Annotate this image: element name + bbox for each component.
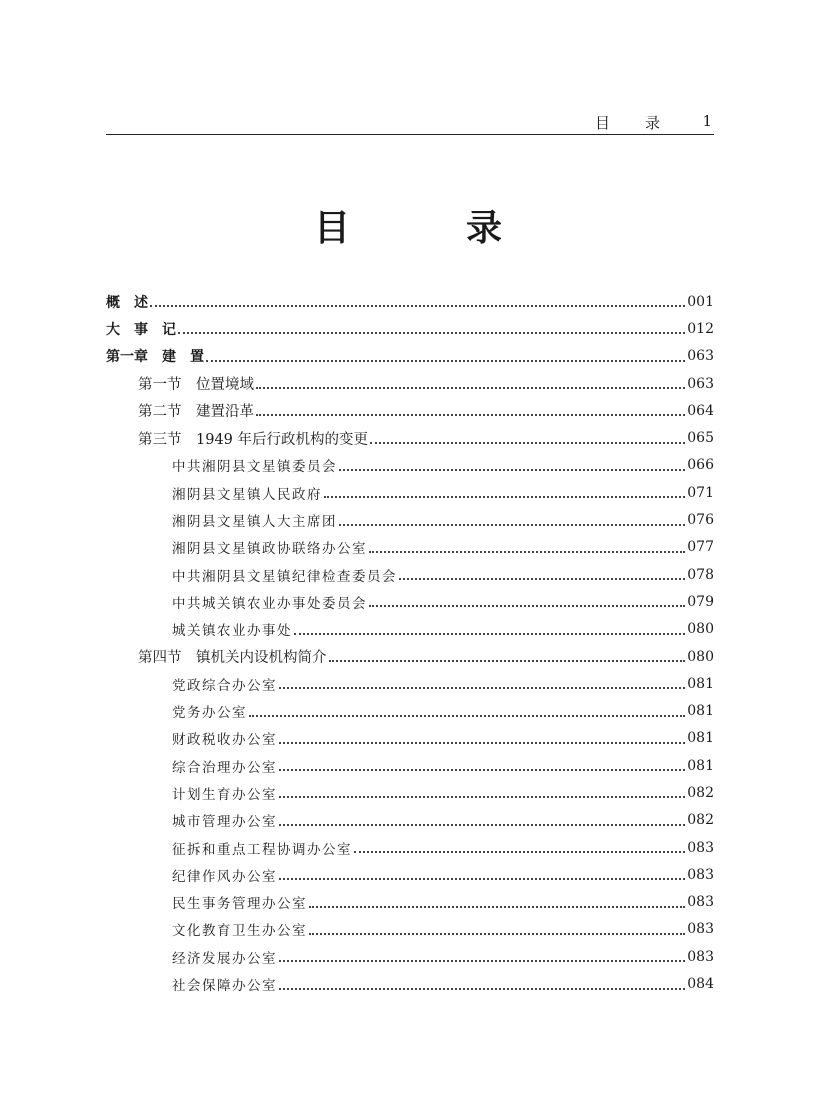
dot-leader — [354, 850, 685, 853]
dot-leader — [279, 823, 685, 826]
toc-entry-label: 第一节 位置境域 — [138, 377, 254, 394]
toc-entry-label: 财政税收办公室 — [172, 732, 277, 749]
toc-entry-page-number: 066 — [687, 457, 714, 474]
toc-entry-label: 城市管理办公室 — [172, 814, 277, 831]
toc-entry[interactable] — [106, 506, 714, 533]
toc-entry-label: 中共湘阴县文星镇委员会 — [172, 459, 337, 476]
toc-entry-page-number: 082 — [687, 812, 714, 829]
toc-entry[interactable] — [106, 970, 714, 997]
toc-entry[interactable] — [106, 479, 714, 506]
page-title: 目 录 — [313, 207, 542, 249]
toc-entry-page-number: 081 — [687, 703, 714, 720]
toc-entry-label: 经济发展办公室 — [172, 950, 277, 967]
toc-entry[interactable] — [106, 424, 714, 451]
running-header — [106, 112, 714, 135]
dot-leader — [399, 577, 685, 580]
toc-entry[interactable] — [106, 561, 714, 588]
toc-entry-label: 综合治理办公室 — [172, 759, 277, 776]
toc-entry[interactable] — [106, 779, 714, 806]
toc-entry-page-number: 081 — [687, 757, 714, 774]
toc-entry-page-number: 081 — [687, 730, 714, 747]
toc-entry[interactable] — [106, 670, 714, 697]
toc-entry-label: 城关镇农业办事处 — [172, 623, 292, 640]
dot-leader — [369, 550, 685, 553]
toc-entry[interactable] — [106, 370, 714, 397]
toc-entry-page-number: 065 — [687, 430, 714, 447]
toc-entry-page-number: 083 — [687, 948, 714, 965]
toc-entry[interactable] — [106, 534, 714, 561]
dot-leader — [370, 441, 685, 444]
toc-entry-label: 湘阴县文星镇政协联络办公室 — [172, 541, 367, 558]
toc-entry-page-number: 080 — [687, 648, 714, 665]
toc-entry-page-number: 064 — [687, 402, 714, 419]
toc-entry[interactable] — [106, 397, 714, 424]
running-header-title: 目 录 — [594, 114, 670, 132]
toc-entry-label: 纪律作风办公室 — [172, 868, 277, 885]
toc-entry[interactable] — [106, 889, 714, 916]
toc-entry-page-number: 071 — [687, 484, 714, 501]
dot-leader — [279, 987, 685, 990]
dot-leader — [369, 604, 685, 607]
dot-leader — [324, 495, 685, 498]
toc-entry-label: 第三节 1949 年后行政机构的变更 — [138, 431, 369, 448]
dot-leader — [150, 304, 685, 307]
toc-entry-page-number: 083 — [687, 839, 714, 856]
toc-entry-label: 第四节 镇机关内设机构简介 — [138, 650, 327, 666]
toc-entry-label: 党政综合办公室 — [172, 677, 277, 694]
dot-leader — [206, 359, 685, 362]
toc-entry-label: 湘阴县文星镇人大主席团 — [172, 514, 337, 531]
toc-entry[interactable] — [106, 807, 714, 834]
dot-leader — [256, 413, 685, 416]
dot-leader — [309, 905, 685, 908]
toc-entry[interactable] — [106, 725, 714, 752]
toc-entry[interactable] — [106, 943, 714, 970]
toc-entry-page-number: 083 — [687, 894, 714, 911]
toc-entry-label: 社会保障办公室 — [172, 978, 277, 995]
toc-entry[interactable] — [106, 315, 714, 342]
toc-entry-label: 概 述 — [106, 294, 148, 311]
dot-leader — [279, 741, 685, 744]
toc-entry-page-number: 078 — [687, 566, 714, 583]
toc-entry-page-number: 063 — [687, 375, 714, 392]
toc-entry-label: 第二节 建置沿革 — [138, 404, 254, 421]
toc-entry-page-number: 076 — [687, 512, 714, 529]
toc-entry-page-number: 083 — [687, 921, 714, 938]
toc-entry-page-number: 084 — [687, 976, 714, 993]
dot-leader — [294, 632, 685, 635]
toc-entry[interactable] — [106, 752, 714, 779]
dot-leader — [279, 877, 685, 880]
toc-entry[interactable] — [106, 288, 714, 315]
dot-leader — [339, 468, 685, 471]
toc-entry-page-number: 012 — [687, 320, 714, 337]
toc-entry-page-number: 083 — [687, 866, 714, 883]
toc-entry-page-number: 079 — [687, 593, 714, 610]
table-of-contents — [106, 288, 714, 998]
toc-entry-label: 中共湘阴县文星镇纪律检查委员会 — [172, 568, 397, 585]
toc-entry-page-number: 077 — [687, 539, 714, 556]
toc-entry[interactable] — [106, 861, 714, 888]
toc-entry[interactable] — [106, 452, 714, 479]
toc-entry[interactable] — [106, 643, 714, 670]
toc-entry-page-number: 001 — [687, 293, 714, 310]
toc-entry-page-number: 081 — [687, 675, 714, 692]
toc-entry-label: 党务办公室 — [172, 705, 247, 722]
toc-entry-label: 征拆和重点工程协调办公室 — [172, 841, 352, 858]
toc-entry-label: 中共城关镇农业办事处委员会 — [172, 595, 367, 612]
toc-entry-page-number: 063 — [687, 348, 714, 365]
dot-leader — [309, 932, 685, 935]
dot-leader — [178, 331, 685, 334]
dot-leader — [279, 686, 685, 689]
toc-entry-label: 第一章 建 置 — [106, 349, 204, 366]
toc-entry-label: 计划生育办公室 — [172, 786, 277, 803]
dot-leader — [279, 795, 685, 798]
dot-leader — [339, 523, 685, 526]
dot-leader — [279, 959, 685, 962]
toc-entry-label: 民生事务管理办公室 — [172, 896, 307, 913]
dot-leader — [256, 386, 685, 389]
running-header-page-number: 1 — [702, 112, 712, 130]
dot-leader — [279, 768, 685, 771]
dot-leader — [249, 714, 685, 717]
toc-entry-page-number: 082 — [687, 784, 714, 801]
toc-entry-label: 大 事 记 — [106, 321, 176, 338]
toc-entry[interactable] — [106, 588, 714, 615]
toc-entry[interactable] — [106, 916, 714, 943]
toc-entry[interactable] — [106, 697, 714, 724]
toc-entry-label: 文化教育卫生办公室 — [172, 923, 307, 940]
dot-leader — [329, 659, 686, 662]
toc-entry[interactable] — [106, 616, 714, 643]
toc-entry[interactable] — [106, 834, 714, 861]
toc-entry[interactable] — [106, 343, 714, 370]
toc-entry-page-number: 080 — [687, 621, 714, 638]
toc-entry-label: 湘阴县文星镇人民政府 — [172, 486, 322, 503]
